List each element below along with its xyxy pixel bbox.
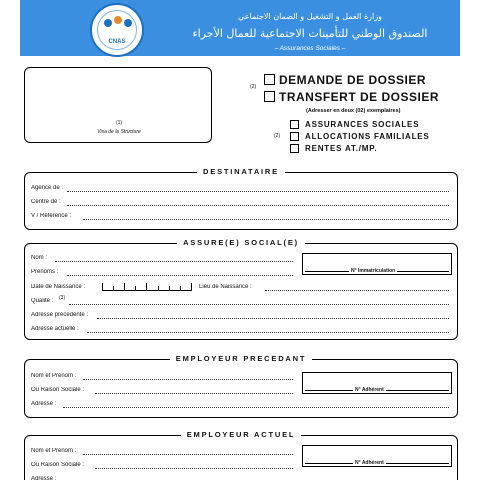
logo-figure-icon (104, 19, 112, 27)
header-banner (20, 0, 460, 56)
ea-adherent-label: N° Adhérent (355, 460, 384, 466)
ea-nom-label: Nom et Prénom : (31, 448, 77, 454)
ea-nom-field[interactable] (83, 454, 293, 455)
agence-field[interactable] (67, 191, 449, 192)
nom-label: Nom : (31, 255, 48, 261)
ea-raison-field[interactable] (95, 468, 293, 469)
stamp-note-number: (1) (115, 120, 123, 126)
ep-nom-field[interactable] (83, 379, 293, 380)
demande-checkbox[interactable] (264, 74, 275, 85)
qualite-note: (3) (59, 295, 66, 301)
stamp-box (24, 67, 212, 143)
stamp-caption: Visa de la Structure (97, 129, 141, 135)
reference-field[interactable] (83, 219, 449, 220)
allocations-familiales-checkbox[interactable] (290, 132, 299, 141)
rentes-label: RENTES AT./MP. (305, 144, 378, 153)
reference-label: V / Référence : (31, 213, 72, 219)
adresse-actuelle-field[interactable] (87, 332, 449, 333)
logo-figure-icon (124, 19, 132, 27)
logo-figure-icon (114, 16, 122, 24)
ep-adresse-label: Adresse : (31, 401, 57, 407)
adresse-actuelle-label: Adresse actuelle : (31, 326, 79, 332)
ea-adresse-label: Adresse : (31, 476, 57, 480)
ep-adherent-label: N° Adhérent (355, 387, 384, 393)
adresse-precedente-field[interactable] (97, 318, 449, 319)
destinataire-title: DESTINATAIRE (197, 167, 285, 176)
qualite-label: Qualité : (31, 298, 54, 304)
transfert-label: TRANSFERT DE DOSSIER (279, 90, 440, 104)
ep-nom-label: Nom et Prénom : (31, 373, 77, 379)
demande-label: DEMANDE DE DOSSIER (279, 73, 427, 87)
request-note-number: (2) (250, 84, 257, 90)
centre-label: Centre de : (31, 199, 61, 205)
lieu-naissance-field[interactable] (265, 290, 449, 291)
prenoms-field[interactable] (67, 275, 293, 276)
allocations-familiales-label: ALLOCATIONS FAMILIALES (305, 132, 430, 141)
cnas-logo (90, 3, 144, 57)
date-naissance-field[interactable] (102, 284, 192, 291)
assurances-sociales-label: ASSURANCES SOCIALES (305, 120, 420, 129)
nom-field[interactable] (55, 261, 293, 262)
assurances-sociales-checkbox[interactable] (290, 120, 299, 129)
destinataire-section (24, 167, 458, 230)
lieu-naissance-label: Lieu de Naissance : (199, 284, 252, 290)
employeur-precedent-title: EMPLOYEUR PRECEDANT (170, 354, 312, 363)
logo-text: CNAS (108, 39, 126, 45)
ministry-name: وزارة العمل و التشغيل و الضمان الاجتماعي (238, 12, 382, 21)
fund-name: الصندوق الوطني للتأمينات الاجتماعية للعمال الأجراء (192, 27, 428, 40)
ep-adresse-field[interactable] (63, 407, 449, 408)
agence-label: Agence de : (31, 185, 64, 191)
immatriculation-label: N° Immatriculation (351, 268, 396, 274)
qualite-field[interactable] (69, 304, 449, 305)
employeur-actuel-title: EMPLOYEUR ACTUEL (181, 430, 302, 439)
prenoms-label: Prénoms : (31, 269, 59, 275)
rentes-checkbox[interactable] (290, 144, 299, 153)
branches-note-number: (2) (274, 133, 281, 139)
banner-subtitle: – Assurances Sociales – (274, 45, 346, 52)
adresse-precedente-label: Adresse précédente : (31, 312, 89, 318)
ep-raison-label: Ou Raison Sociale : (31, 387, 85, 393)
assure-section (24, 238, 458, 340)
employeur-actuel-section (24, 430, 458, 480)
assure-title: ASSURE(E) SOCIAL(E) (177, 238, 305, 247)
employeur-precedent-section (24, 354, 458, 418)
centre-field[interactable] (67, 205, 449, 206)
transfert-checkbox[interactable] (264, 91, 275, 102)
copies-note: (Adresser en deux (02) exemplaires) (306, 108, 401, 114)
date-naissance-label: Date de Naissance : (31, 284, 86, 290)
ep-raison-field[interactable] (95, 393, 293, 394)
ea-raison-label: Ou Raison Sociale : (31, 462, 85, 468)
